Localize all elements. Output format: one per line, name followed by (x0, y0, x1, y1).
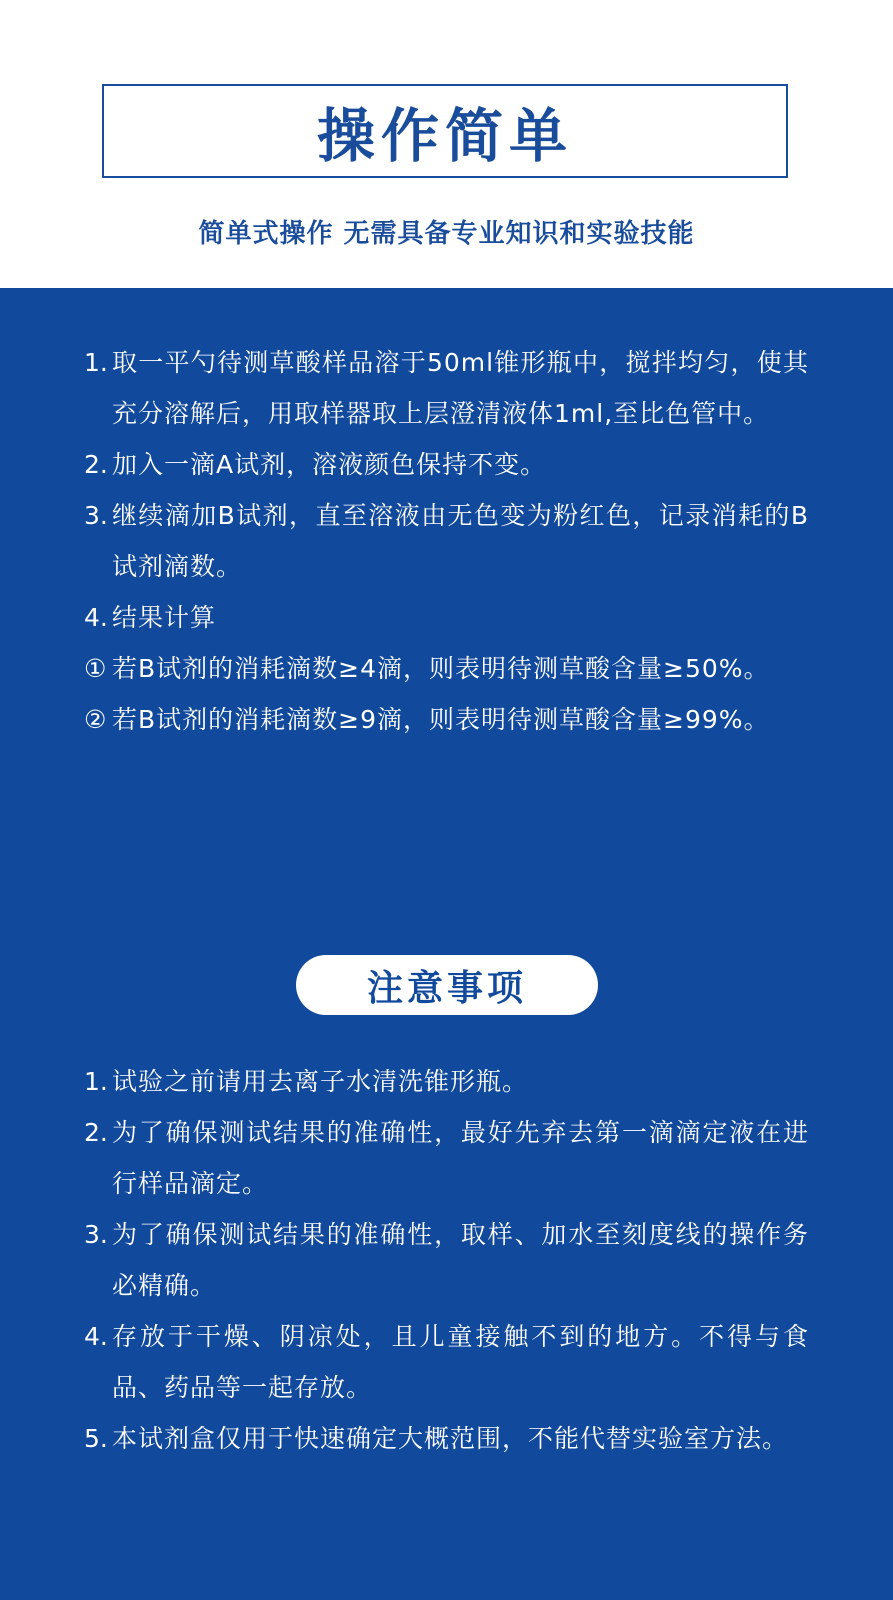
item-text: 为了确保测试结果的准确性，取样、加水至刻度线的操作务必精确。 (112, 1220, 809, 1300)
item-number: 5. (84, 1424, 108, 1453)
item-number: 3. (84, 1220, 108, 1249)
list-item (84, 439, 809, 490)
item-number: 3. (84, 501, 108, 530)
list-item (84, 643, 809, 694)
steps-list (84, 337, 809, 745)
item-number: 4. (84, 603, 108, 632)
header-section (0, 0, 893, 288)
list-item (84, 490, 809, 592)
list-item (84, 337, 809, 439)
subtitle: 简单式操作 无需具备专业知识和实验技能 (198, 219, 695, 249)
item-text: 加入一滴A试剂，溶液颜色保持不变。 (112, 450, 547, 479)
item-number: 2. (84, 1118, 108, 1147)
item-text: 结果计算 (112, 603, 217, 632)
item-number: 1. (84, 1067, 108, 1096)
title-box (102, 84, 788, 178)
item-text: 试验之前请用去离子水清洗锥形瓶。 (112, 1067, 529, 1096)
item-text: 若B试剂的消耗滴数≥4滴，则表明待测草酸含量≥50%。 (112, 654, 770, 683)
list-item (84, 1107, 809, 1209)
notes-heading: 注意事项 (366, 967, 527, 1009)
page-title: 操作简单 (316, 102, 573, 170)
list-item (84, 694, 809, 745)
list-item (84, 1413, 809, 1464)
list-item (84, 592, 809, 643)
list-item (84, 1311, 809, 1413)
item-text: 继续滴加B试剂，直至溶液由无色变为粉红色，记录消耗的B试剂滴数。 (112, 501, 809, 581)
item-number: ① (84, 654, 107, 683)
item-text: 存放于干燥、阴凉处，且儿童接触不到的地方。不得与食品、药品等一起存放。 (112, 1322, 809, 1402)
item-text: 本试剂盒仅用于快速确定大概范围，不能代替实验室方法。 (112, 1424, 789, 1453)
item-number: 1. (84, 348, 108, 377)
item-text: 取一平勺待测草酸样品溶于50ml锥形瓶中，搅拌均匀，使其充分溶解后，用取样器取上层澄清液体1ml,至比色管中。 (112, 348, 809, 428)
item-number: ② (84, 705, 107, 734)
item-number: 4. (84, 1322, 108, 1351)
list-item (84, 1056, 809, 1107)
notes-heading-pill (296, 955, 598, 1015)
item-text: 为了确保测试结果的准确性，最好先弃去第一滴滴定液在进行样品滴定。 (112, 1118, 809, 1198)
notes-list (84, 1056, 809, 1464)
item-number: 2. (84, 450, 108, 479)
item-text: 若B试剂的消耗滴数≥9滴，则表明待测草酸含量≥99%。 (112, 705, 770, 734)
list-item (84, 1209, 809, 1311)
